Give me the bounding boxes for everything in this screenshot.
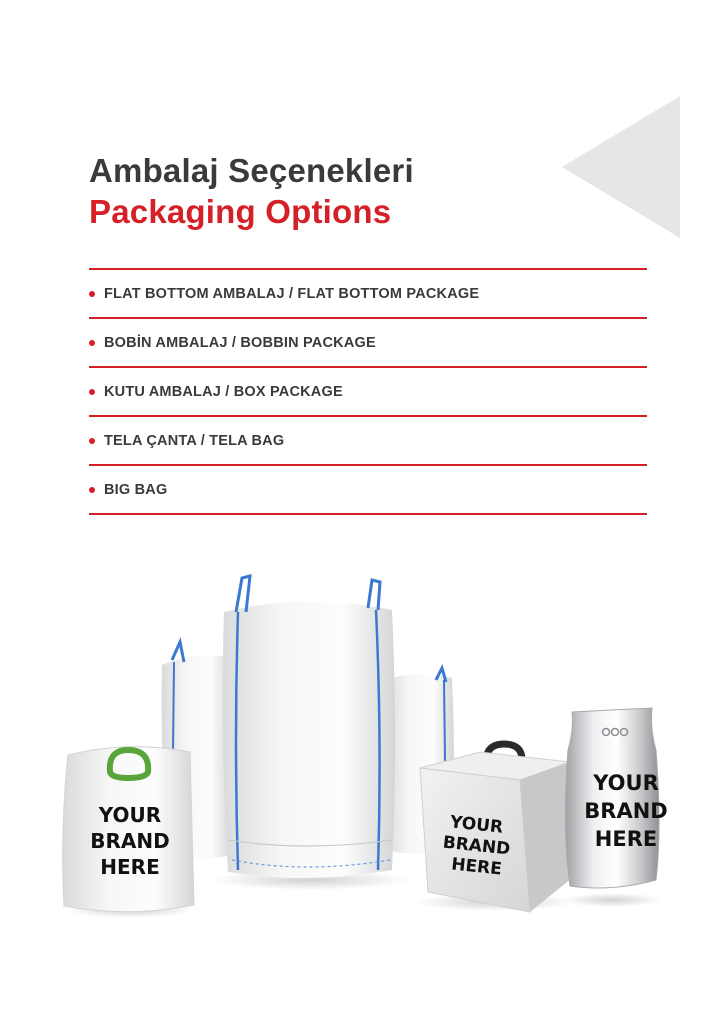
list-item xyxy=(89,417,647,466)
bullet-icon xyxy=(89,487,95,493)
bag-brand-line-1: YOUR xyxy=(98,803,162,827)
product-packaging-illustration xyxy=(0,540,725,940)
list-item-label: TELA ÇANTA / TELA BAG xyxy=(104,432,285,449)
packaging-options-list xyxy=(89,268,647,515)
box-brand-line-1: YOUR xyxy=(449,812,504,838)
bullet-icon xyxy=(89,291,95,297)
list-item-label: FLAT BOTTOM AMBALAJ / FLAT BOTTOM PACKAGE xyxy=(104,285,480,302)
bag-brand-line-2: BRAND xyxy=(90,829,170,853)
big-bag-main xyxy=(210,576,410,890)
pouch-brand-line-3: HERE xyxy=(594,827,658,851)
box-brand-line-3: HERE xyxy=(450,854,503,880)
page-title-english: Packaging Options xyxy=(89,193,392,230)
bullet-icon xyxy=(89,340,95,346)
pouch-brand-line-1: YOUR xyxy=(593,771,659,795)
carry-box xyxy=(415,744,575,912)
bullet-icon xyxy=(89,389,95,395)
list-item-label: KUTU AMBALAJ / BOX PACKAGE xyxy=(104,383,343,400)
list-item xyxy=(89,466,647,515)
bullet-icon xyxy=(89,438,95,444)
foil-pouch xyxy=(562,708,668,907)
list-item xyxy=(89,368,647,417)
list-item xyxy=(89,270,647,319)
box-brand-line-2: BRAND xyxy=(441,832,512,860)
decorative-triangle xyxy=(562,96,680,238)
list-item-label: BIG BAG xyxy=(104,481,168,498)
list-item xyxy=(89,319,647,368)
woven-bag-front-left xyxy=(63,747,194,918)
bag-brand-line-3: HERE xyxy=(100,855,160,879)
pouch-brand-line-2: BRAND xyxy=(584,799,668,823)
list-item-label: BOBİN AMBALAJ / BOBBIN PACKAGE xyxy=(104,334,376,351)
page-title-turkish: Ambalaj Seçenekleri xyxy=(89,152,414,189)
